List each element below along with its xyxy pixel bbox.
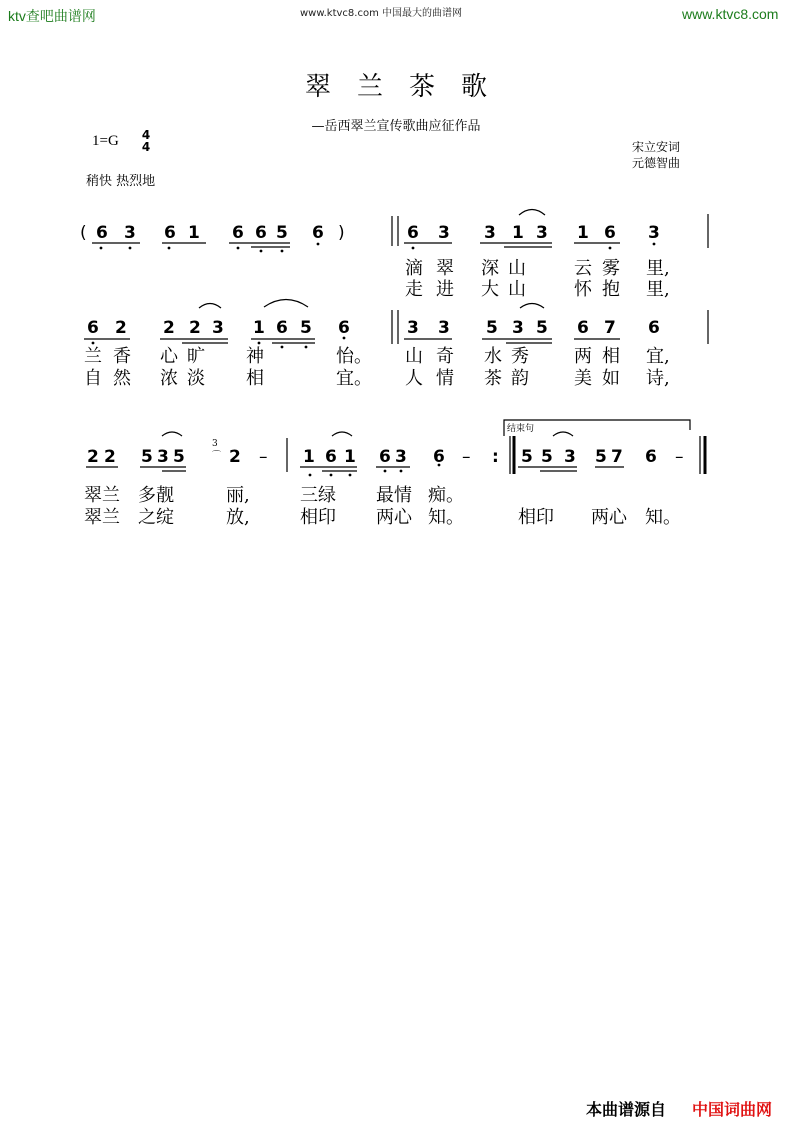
lyric: 宜。: [336, 368, 372, 389]
note: 5: [541, 447, 553, 467]
octave-dot: [609, 247, 612, 250]
octave-dot: [400, 470, 403, 473]
lyric: 然: [113, 368, 131, 389]
note: 5: [300, 318, 312, 338]
lyric: 大: [481, 279, 499, 300]
note: 6: [379, 447, 391, 467]
tempo-marking: 稍快 热烈地: [86, 174, 156, 189]
lyric: 山: [405, 346, 423, 367]
lyric: 知。: [645, 507, 681, 528]
lyric: 最情: [376, 485, 412, 506]
note: 5: [595, 447, 607, 467]
note: 3: [407, 318, 419, 338]
slur: [199, 304, 221, 309]
dash: –: [259, 447, 268, 467]
lyric: 抱: [602, 279, 620, 300]
octave-dot: [309, 474, 312, 477]
note: 1: [188, 223, 200, 243]
note: 6: [87, 318, 99, 338]
lyric: 深: [481, 258, 499, 279]
lyric: 香: [113, 346, 131, 367]
lyric: 多靓: [138, 485, 174, 506]
lyric: 茶: [484, 368, 502, 389]
lyric: 丽,: [226, 485, 250, 506]
lyric: 相印: [300, 507, 336, 528]
note: 3: [648, 223, 660, 243]
note: 6: [312, 223, 324, 243]
song-title: 翠兰茶歌: [304, 72, 513, 102]
lyric: 云: [574, 258, 592, 279]
ending-label: 结束句: [507, 424, 535, 434]
slur: [264, 300, 308, 308]
lyric: 山: [508, 279, 526, 300]
lyric: 进: [436, 279, 454, 300]
octave-dot: [100, 247, 103, 250]
time-signature-bottom: 4: [141, 140, 151, 154]
note: 6: [604, 223, 616, 243]
octave-dot: [412, 247, 415, 250]
lyric: 相印: [518, 507, 554, 528]
lyric: 神: [246, 346, 264, 367]
lyric: 之绽: [138, 507, 174, 528]
lyric: 知。: [428, 507, 464, 528]
note: 3: [536, 223, 548, 243]
repeat-dots: :: [492, 447, 499, 467]
lyric: 如: [602, 368, 620, 389]
site-name-left[interactable]: ktv查吧曲谱网: [8, 8, 96, 24]
lyric: 两心: [376, 507, 412, 528]
note: 3: [512, 318, 524, 338]
lyric: 宜,: [646, 346, 670, 367]
lyric: 旷: [187, 346, 205, 367]
grace-tie: ⌒: [212, 451, 222, 461]
intro-paren-close: ): [338, 223, 345, 243]
lyric: 秀: [511, 346, 529, 367]
lyric: 奇: [436, 346, 454, 367]
lyricist-credit: 宋立安词: [632, 140, 681, 154]
note: 6: [96, 223, 108, 243]
note: 1: [303, 447, 315, 467]
note: 3: [124, 223, 136, 243]
site-url-right[interactable]: www.ktvc8.com: [682, 6, 779, 22]
note: 7: [604, 318, 616, 338]
octave-dot: [281, 250, 284, 253]
note: 6: [648, 318, 660, 338]
octave-dot: [129, 247, 132, 250]
slur: [332, 432, 352, 436]
note: 3: [564, 447, 576, 467]
note: 5: [141, 447, 153, 467]
note: 5: [521, 447, 533, 467]
lyric: 水: [484, 346, 502, 367]
note: 5: [276, 223, 288, 243]
lyric: 里,: [646, 258, 670, 279]
lyric: 痴。: [428, 485, 464, 506]
note: 6: [255, 223, 267, 243]
dash: –: [462, 447, 471, 467]
note: 6: [645, 447, 657, 467]
slur: [520, 304, 544, 309]
lyric: 自: [84, 368, 102, 389]
note: 2: [87, 447, 99, 467]
lyric: 诗,: [646, 368, 670, 389]
note: 2: [163, 318, 175, 338]
lyric: 美: [574, 368, 592, 389]
lyric: 里,: [646, 279, 670, 300]
note: 3: [438, 318, 450, 338]
lyric: 心: [160, 346, 178, 367]
note: 6: [338, 318, 350, 338]
site-banner-center[interactable]: www.ktvc8.com 中国最大的曲谱网: [300, 8, 463, 19]
lyric: 浓: [160, 368, 178, 389]
note: 1: [344, 447, 356, 467]
note: 5: [173, 447, 185, 467]
octave-dot: [653, 243, 656, 246]
octave-dot: [237, 247, 240, 250]
note: 2: [115, 318, 127, 338]
octave-dot: [281, 346, 284, 349]
octave-dot: [258, 342, 261, 345]
lyric: 翠: [436, 258, 454, 279]
note: 3: [395, 447, 407, 467]
lyric: 相: [602, 346, 620, 367]
key-signature: 1=G: [92, 133, 119, 149]
composer-credit: 元德智曲: [632, 156, 681, 170]
note: 3: [212, 318, 224, 338]
octave-dot: [330, 474, 333, 477]
note: 7: [611, 447, 623, 467]
lyric: 韵: [511, 368, 529, 389]
dash: –: [675, 447, 684, 467]
octave-dot: [384, 470, 387, 473]
octave-dot: [92, 342, 95, 345]
lyric: 怡。: [336, 346, 372, 367]
octave-dot: [349, 474, 352, 477]
lyric: 兰: [84, 346, 102, 367]
note: 1: [253, 318, 265, 338]
grace-note: 3: [212, 439, 218, 449]
lyric: 翠兰: [84, 485, 120, 506]
note: 3: [157, 447, 169, 467]
lyric: 雾: [602, 258, 620, 279]
footer-source-prefix: 本曲谱源自: [586, 1100, 667, 1119]
lyric: 山: [508, 258, 526, 279]
lyric: 放,: [226, 507, 250, 528]
time-signature-top: 4: [141, 128, 151, 142]
footer-source-site[interactable]: 中国词曲网: [692, 1100, 773, 1119]
lyric: 走: [405, 279, 423, 300]
lyric: 两心: [591, 507, 627, 528]
octave-dot: [305, 346, 308, 349]
lyric: 怀: [574, 279, 592, 300]
note: 6: [577, 318, 589, 338]
note: 5: [486, 318, 498, 338]
lyric: 滴: [405, 258, 423, 279]
slur: [519, 210, 545, 216]
lyric: 相: [246, 368, 264, 389]
note: 6: [433, 447, 445, 467]
note: 2: [189, 318, 201, 338]
note: 6: [164, 223, 176, 243]
intro-paren-open: (: [80, 223, 87, 243]
lyric: 淡: [187, 368, 205, 389]
note: 3: [438, 223, 450, 243]
note: 6: [276, 318, 288, 338]
octave-dot: [317, 243, 320, 246]
note: 2: [229, 447, 241, 467]
lyric: 三绿: [300, 485, 336, 506]
note: 1: [577, 223, 589, 243]
lyric: 两: [574, 346, 592, 367]
note: 6: [232, 223, 244, 243]
note: 6: [325, 447, 337, 467]
note: 6: [407, 223, 419, 243]
octave-dot: [260, 250, 263, 253]
note: 5: [536, 318, 548, 338]
note: 3: [484, 223, 496, 243]
lyric: 情: [436, 368, 454, 389]
slur: [553, 432, 573, 436]
song-subtitle: —岳西翠兰宣传歌曲应征作品: [311, 119, 481, 134]
lyric: 人: [405, 368, 423, 389]
note: 2: [104, 447, 116, 467]
note: 1: [512, 223, 524, 243]
octave-dot: [168, 247, 171, 250]
lyric: 翠兰: [84, 507, 120, 528]
slur: [162, 432, 182, 436]
